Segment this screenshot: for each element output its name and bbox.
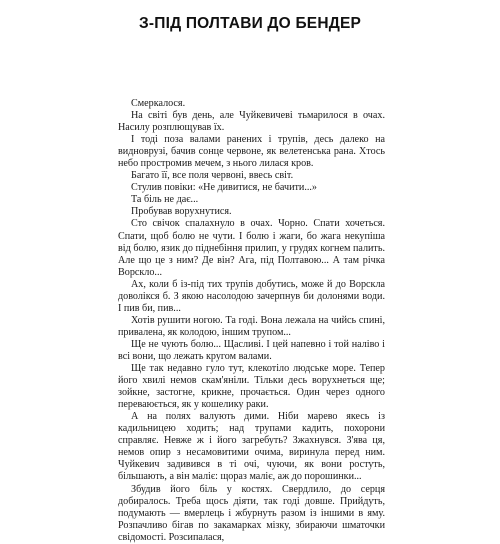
paragraph: Збудив його біль у костях. Свердлило, до серця добиралось. Треба щось діяти, так годі довше. Прийдуть, подумають — вмерлець і жбурнуть разом із іншими в яму. Розпачливо бігав по закамарках мізку, збираючи шматочки свідомості. Розсипалася, <box>118 483 385 543</box>
paragraph: Смеркалося. <box>131 98 186 109</box>
chapter-body <box>118 98 385 544</box>
chapter-title: З-ПІД ПОЛТАВИ ДО БЕНДЕР <box>138 15 362 32</box>
paragraph: Ах, коли б із-під тих трупів добутись, може й до Ворскла доволікся б. З якою насолодою зачерпнув би долонями води. І пив би, пив... <box>118 278 385 314</box>
paragraph: Стулив повіки: «Не дивитися, не бачити...» <box>131 182 317 194</box>
paragraph: Сто свічок спалахнуло в очах. Чорно. Спати хочеться. Спати, щоб болю не чути. І болю і жаги, бо жага некупіша від болю, язик до піднебіння прилип, у грудях когнем палить. Але що це з ним? Де він? Ага, під Полтавою... А там річка Ворскло... <box>118 218 385 278</box>
paragraph: Пробував ворухнутися. <box>131 206 232 218</box>
paragraph: Ще не чують болю... Щасливі. І цей напевно і той наліво і всі вони, що лежать кругом валами. <box>118 338 385 362</box>
paragraph: На світі був день, але Чуйкевичеві тьмарилося в очах. Насилу розплющував їх. <box>118 110 385 134</box>
paragraph: І тоді поза валами ранених і трупів, десь далеко на видноврузі, бачив сонце червоне, як велетенська рана. Хтось небо простромив мечем, з нього лилася кров. <box>118 134 385 170</box>
paragraph: Ще так недавно гуло тут, клекотіло людське море. Тепер його хвилі немов скам'яніли. Тільки десь ворухнеться ще; зойкне, застогне, крикне, прочається. Один через одного переваюється, як у кошелику раки. <box>118 363 385 411</box>
paragraph: А на полях валують дими. Ніби марево якесь із кадильницею ходить; над трупами кадить, похорони справляє. Невже ж і його загребуть? Зжахнувся. З'ява ця, немов опир з несамовитими очима, виринула перед ним. Чуйкевич задивився в ті очі, чуючи, як вони ростуть, більшають, а він маліє: щораз маліє, аж до порошинки... <box>118 411 385 483</box>
paragraph: Багато її, все поля червоні, ввесь світ. <box>131 170 294 182</box>
paragraph: Хотів рушити ногою. Та годі. Вона лежала на чийсь спині, привалена, як колодою, іншим трупом... <box>118 314 385 338</box>
paragraph: Та біль не дає... <box>131 194 199 206</box>
